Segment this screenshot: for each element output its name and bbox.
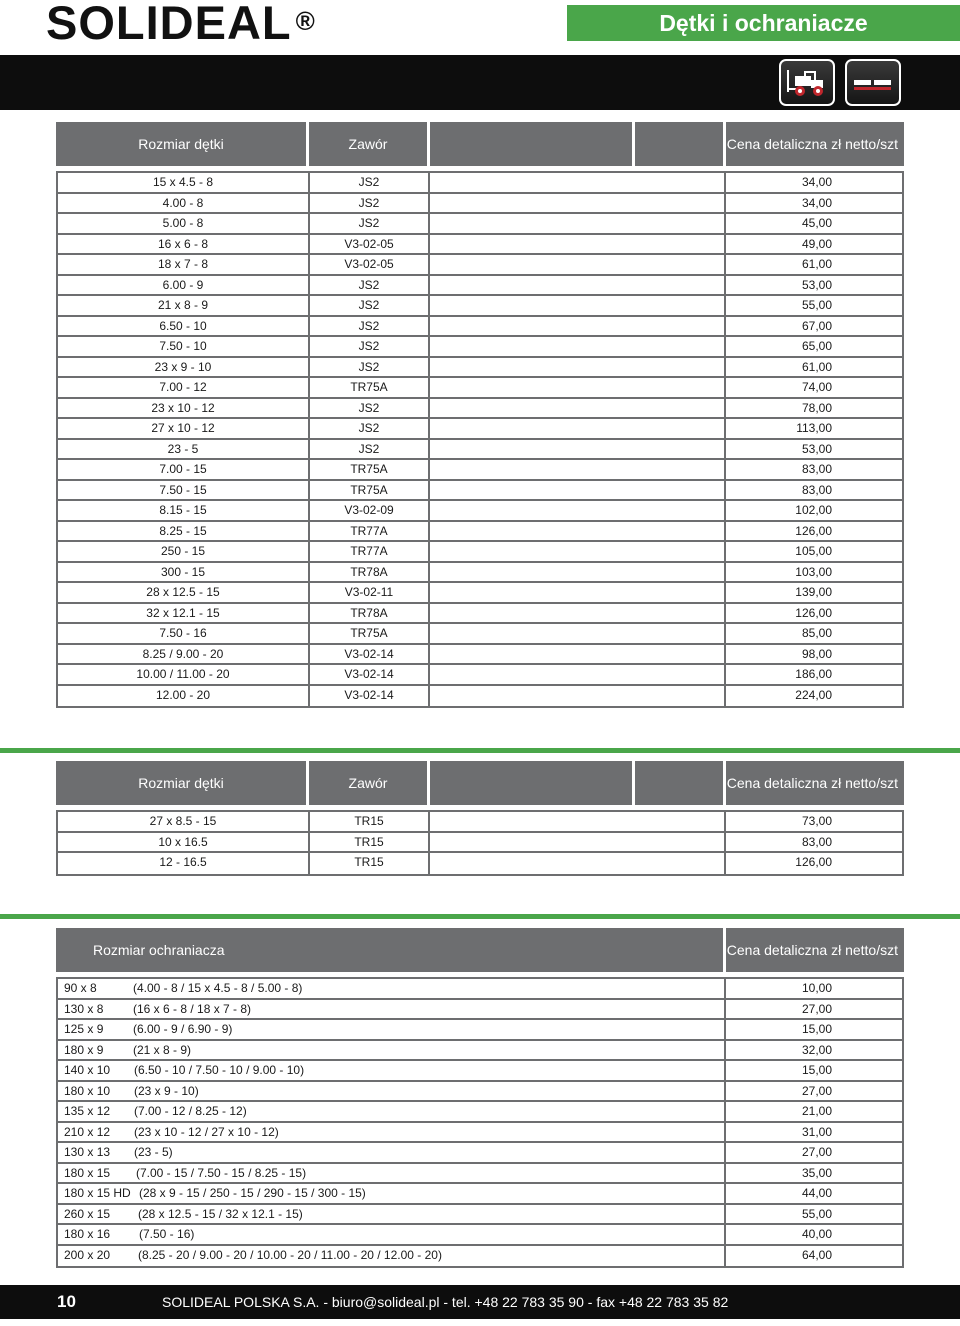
cell-fits-sizes: (16 x 6 - 8 / 18 x 7 - 8) [133, 1001, 252, 1016]
cell-flap-size: 90 x 8 [64, 981, 97, 995]
cell-price: 83,00 [801, 462, 832, 476]
table-row [58, 296, 902, 317]
cell-tube-size: 23 x 9 - 10 [154, 359, 212, 374]
col-price: Cena detaliczna zł netto/szt [726, 928, 904, 972]
table-row [58, 440, 902, 461]
cell-tube-size: 12 - 16.5 [159, 855, 207, 869]
table-row [58, 1225, 902, 1246]
cell-tube-size: 7.50 - 16 [159, 626, 207, 640]
cell-price: 78,00 [801, 400, 832, 415]
table-row [58, 833, 902, 854]
cell-price: 98,00 [801, 646, 832, 661]
flaps-table [56, 977, 904, 1268]
table-row [58, 1102, 902, 1123]
table-row [58, 522, 902, 543]
cell-flap-size: 180 x 9 [64, 1042, 104, 1057]
cell-tube-size: 10.00 / 11.00 - 20 [136, 667, 230, 681]
cell-price: 139,00 [795, 585, 832, 599]
cell-fits-sizes: (7.00 - 15 / 7.50 - 15 / 8.25 - 15) [136, 1165, 307, 1180]
table-row [58, 460, 902, 481]
cell-price: 53,00 [801, 441, 832, 456]
tire-tread-button[interactable] [845, 59, 901, 106]
cell-valve: JS2 [358, 216, 380, 230]
table-row [58, 276, 902, 297]
cell-tube-size: 6.50 - 10 [159, 318, 207, 333]
table-row [58, 194, 902, 215]
cell-tube-size: 21 x 8 - 9 [157, 298, 209, 312]
cell-price: 224,00 [795, 687, 832, 702]
table-row [58, 1041, 902, 1062]
cell-tube-size: 8.25 - 15 [159, 523, 207, 538]
brand-name: SOLIDEAL [46, 0, 292, 49]
cell-valve: TR75A [350, 380, 388, 394]
cell-price: 74,00 [801, 380, 832, 394]
tubes-table [56, 171, 904, 708]
cell-fits-sizes: (7.00 - 12 / 8.25 - 12) [134, 1104, 247, 1118]
cell-tube-size: 28 x 12.5 - 15 [146, 585, 220, 599]
table-row [58, 235, 902, 256]
brand-logo [46, 0, 316, 49]
cell-price: 44,00 [801, 1186, 832, 1200]
cell-tube-size: 23 - 5 [167, 441, 199, 456]
cell-price: 61,00 [801, 257, 832, 271]
table-row [58, 979, 902, 1000]
table-row [58, 1061, 902, 1082]
cell-tube-size: 27 x 8.5 - 15 [149, 814, 217, 828]
cell-fits-sizes: (8.25 - 20 / 9.00 - 20 / 10.00 - 20 / 11.00 - 20 / 12.00 - 20) [138, 1247, 442, 1262]
table-row [58, 542, 902, 563]
cell-tube-size: 18 x 7 - 8 [157, 257, 209, 271]
cell-valve: V3-02-14 [344, 667, 394, 681]
cell-price: 27,00 [801, 1001, 832, 1016]
cell-valve: JS2 [358, 421, 380, 435]
col-price: Cena detaliczna zł netto/szt [726, 761, 904, 805]
table-row [58, 1082, 902, 1103]
cell-tube-size: 250 - 15 [160, 544, 206, 558]
col-tube-size: Rozmiar dętki [56, 761, 306, 805]
cell-price: 27,00 [801, 1083, 832, 1098]
cell-price: 21,00 [801, 1104, 832, 1118]
table-row [58, 1020, 902, 1041]
section-divider [0, 748, 960, 753]
cell-fits-sizes: (28 x 12.5 - 15 / 32 x 12.1 - 15) [138, 1206, 303, 1221]
cell-fits-sizes: (7.50 - 16) [139, 1227, 195, 1241]
cell-price: 126,00 [795, 523, 832, 538]
table-row [58, 255, 902, 276]
cell-valve: V3-02-14 [344, 646, 394, 661]
table-row [58, 665, 902, 686]
col-flap-size: Rozmiar ochraniacza [56, 928, 723, 972]
table-row [58, 1143, 902, 1164]
cell-price: 15,00 [801, 1022, 832, 1036]
cell-tube-size: 7.00 - 12 [159, 380, 207, 394]
cell-price: 45,00 [801, 216, 832, 230]
forklift-icon [785, 68, 829, 98]
cell-valve: TR15 [354, 814, 384, 828]
cell-flap-size: 180 x 16 [64, 1227, 111, 1241]
cell-flap-size: 180 x 15 [64, 1165, 111, 1180]
cell-valve: JS2 [358, 359, 380, 374]
cell-valve: JS2 [358, 195, 380, 210]
cell-valve: TR75A [350, 462, 388, 476]
cell-fits-sizes: (23 x 9 - 10) [134, 1083, 199, 1098]
table-row [58, 399, 902, 420]
header-blank [430, 122, 632, 166]
cell-tube-size: 7.50 - 15 [159, 482, 207, 497]
cell-price: 53,00 [801, 277, 832, 292]
col-price: Cena detaliczna zł netto/szt [726, 122, 904, 166]
cell-valve: TR15 [354, 855, 384, 869]
cell-valve: JS2 [358, 298, 380, 312]
cell-tube-size: 8.15 - 15 [159, 503, 207, 517]
cell-valve: V3-02-11 [344, 585, 394, 599]
cell-tube-size: 32 x 12.1 - 15 [146, 605, 220, 620]
cell-flap-size: 135 x 12 [64, 1104, 111, 1118]
cell-price: 186,00 [795, 667, 832, 681]
cell-price: 40,00 [801, 1227, 832, 1241]
cell-valve: TR77A [350, 523, 388, 538]
cell-valve: TR15 [354, 834, 384, 849]
cell-valve: TR75A [350, 626, 388, 640]
cell-fits-sizes: (21 x 8 - 9) [133, 1042, 192, 1057]
table-row [58, 812, 902, 833]
section-divider [0, 914, 960, 919]
cell-price: 67,00 [801, 318, 832, 333]
table-row [58, 1000, 902, 1021]
page-title: Dętki i ochraniacze [567, 5, 960, 41]
col-valve: Zawór [309, 122, 427, 166]
cell-price: 61,00 [801, 359, 832, 374]
cell-tube-size: 7.50 - 10 [159, 339, 207, 353]
cell-price: 34,00 [801, 195, 832, 210]
cell-tube-size: 7.00 - 15 [159, 462, 207, 476]
cell-fits-sizes: (6.00 - 9 / 6.90 - 9) [133, 1022, 233, 1036]
table-row [58, 317, 902, 338]
cell-fits-sizes: (28 x 9 - 15 / 250 - 15 / 290 - 15 / 300 - 15) [139, 1186, 366, 1200]
cell-valve: TR78A [350, 564, 388, 579]
tire-tread-icon [851, 68, 895, 98]
table-row [58, 563, 902, 584]
col-valve: Zawór [309, 761, 427, 805]
cell-fits-sizes: (4.00 - 8 / 15 x 4.5 - 8 / 5.00 - 8) [133, 981, 303, 995]
cell-tube-size: 12.00 - 20 [155, 687, 211, 702]
table-row [58, 1246, 902, 1267]
cell-flap-size: 210 x 12 [64, 1124, 111, 1139]
cell-price: 34,00 [801, 175, 832, 189]
cell-tube-size: 300 - 15 [160, 564, 206, 579]
col-tube-size: Rozmiar dętki [56, 122, 306, 166]
table-row [58, 1184, 902, 1205]
cell-price: 73,00 [801, 814, 832, 828]
table-row [58, 378, 902, 399]
cell-price: 83,00 [801, 482, 832, 497]
cell-tube-size: 4.00 - 8 [162, 195, 204, 210]
cell-tube-size: 10 x 16.5 [158, 834, 208, 849]
cell-flap-size: 260 x 15 [64, 1206, 111, 1221]
table-row [58, 645, 902, 666]
cell-valve: TR77A [350, 544, 388, 558]
table-row [58, 1123, 902, 1144]
cell-valve: JS2 [358, 400, 380, 415]
footer-bar [0, 1285, 960, 1319]
header-blank [635, 122, 723, 166]
cell-tube-size: 16 x 6 - 8 [157, 236, 209, 251]
cell-flap-size: 140 x 10 [64, 1063, 111, 1077]
cell-tube-size: 5.00 - 8 [162, 216, 204, 230]
registered-mark: ® [295, 6, 316, 36]
cell-price: 55,00 [801, 298, 832, 312]
cell-valve: V3-02-05 [344, 236, 394, 251]
cell-price: 113,00 [796, 421, 832, 435]
table-row [58, 214, 902, 235]
cell-fits-sizes: (23 - 5) [134, 1145, 173, 1159]
cell-valve: JS2 [358, 441, 380, 456]
table-row [58, 419, 902, 440]
table-row [58, 501, 902, 522]
cell-price: 27,00 [801, 1145, 832, 1159]
cell-valve: V3-02-14 [344, 687, 394, 702]
cell-tube-size: 27 x 10 - 12 [151, 421, 215, 435]
page-number: 10 [57, 1292, 76, 1311]
cell-valve: JS2 [358, 277, 380, 292]
header-blank [635, 761, 723, 805]
table-row [58, 337, 902, 358]
cell-tube-size: 15 x 4.5 - 8 [152, 175, 214, 189]
cell-price: 105,00 [795, 544, 832, 558]
cell-price: 85,00 [801, 626, 832, 640]
cell-price: 55,00 [801, 1206, 832, 1221]
tubes-table-2 [56, 810, 904, 876]
cell-price: 31,00 [801, 1124, 832, 1139]
cell-price: 10,00 [801, 981, 832, 995]
cell-price: 65,00 [801, 339, 832, 353]
cell-flap-size: 130 x 8 [64, 1001, 104, 1016]
cell-fits-sizes: (23 x 10 - 12 / 27 x 10 - 12) [134, 1124, 279, 1139]
cell-flap-size: 200 x 20 [64, 1247, 111, 1262]
cell-fits-sizes: (6.50 - 10 / 7.50 - 10 / 9.00 - 10) [134, 1063, 305, 1077]
cell-flap-size: 130 x 13 [64, 1145, 111, 1159]
cell-flap-size: 180 x 10 [64, 1083, 111, 1098]
cell-valve: V3-02-05 [344, 257, 394, 271]
table-row [58, 1164, 902, 1185]
cell-price: 32,00 [801, 1042, 832, 1057]
table-row [58, 173, 902, 194]
footer-contact: SOLIDEAL POLSKA S.A. - biuro@solideal.pl - tel. +48 22 783 35 90 - fax +48 22 783 35 82 [162, 1294, 729, 1310]
cell-price: 103,00 [795, 564, 832, 579]
cell-price: 35,00 [801, 1165, 832, 1180]
cell-valve: TR78A [350, 605, 388, 620]
cell-valve: JS2 [358, 318, 380, 333]
table-row [58, 624, 902, 645]
cell-price: 49,00 [801, 236, 832, 251]
cell-tube-size: 6.00 - 9 [162, 277, 204, 292]
cell-tube-size: 8.25 / 9.00 - 20 [142, 646, 224, 661]
cell-valve: TR75A [350, 482, 388, 497]
cell-valve: JS2 [358, 175, 380, 189]
table-row [58, 583, 902, 604]
header-blank [430, 761, 632, 805]
table-row [58, 686, 902, 707]
forklift-button[interactable] [779, 59, 835, 106]
cell-price: 102,00 [795, 503, 832, 517]
cell-valve: JS2 [358, 339, 380, 353]
cell-price: 126,00 [795, 605, 832, 620]
cell-price: 83,00 [801, 834, 832, 849]
cell-price: 15,00 [801, 1063, 832, 1077]
table-row [58, 1205, 902, 1226]
table-row [58, 853, 902, 874]
table-row [58, 481, 902, 502]
cell-price: 126,00 [795, 855, 832, 869]
cell-flap-size: 125 x 9 [64, 1022, 104, 1036]
cell-flap-size: 180 x 15 HD [64, 1186, 131, 1200]
table-row [58, 604, 902, 625]
cell-valve: V3-02-09 [344, 503, 394, 517]
cell-tube-size: 23 x 10 - 12 [151, 400, 215, 415]
table-row [58, 358, 902, 379]
cell-price: 64,00 [801, 1247, 832, 1262]
